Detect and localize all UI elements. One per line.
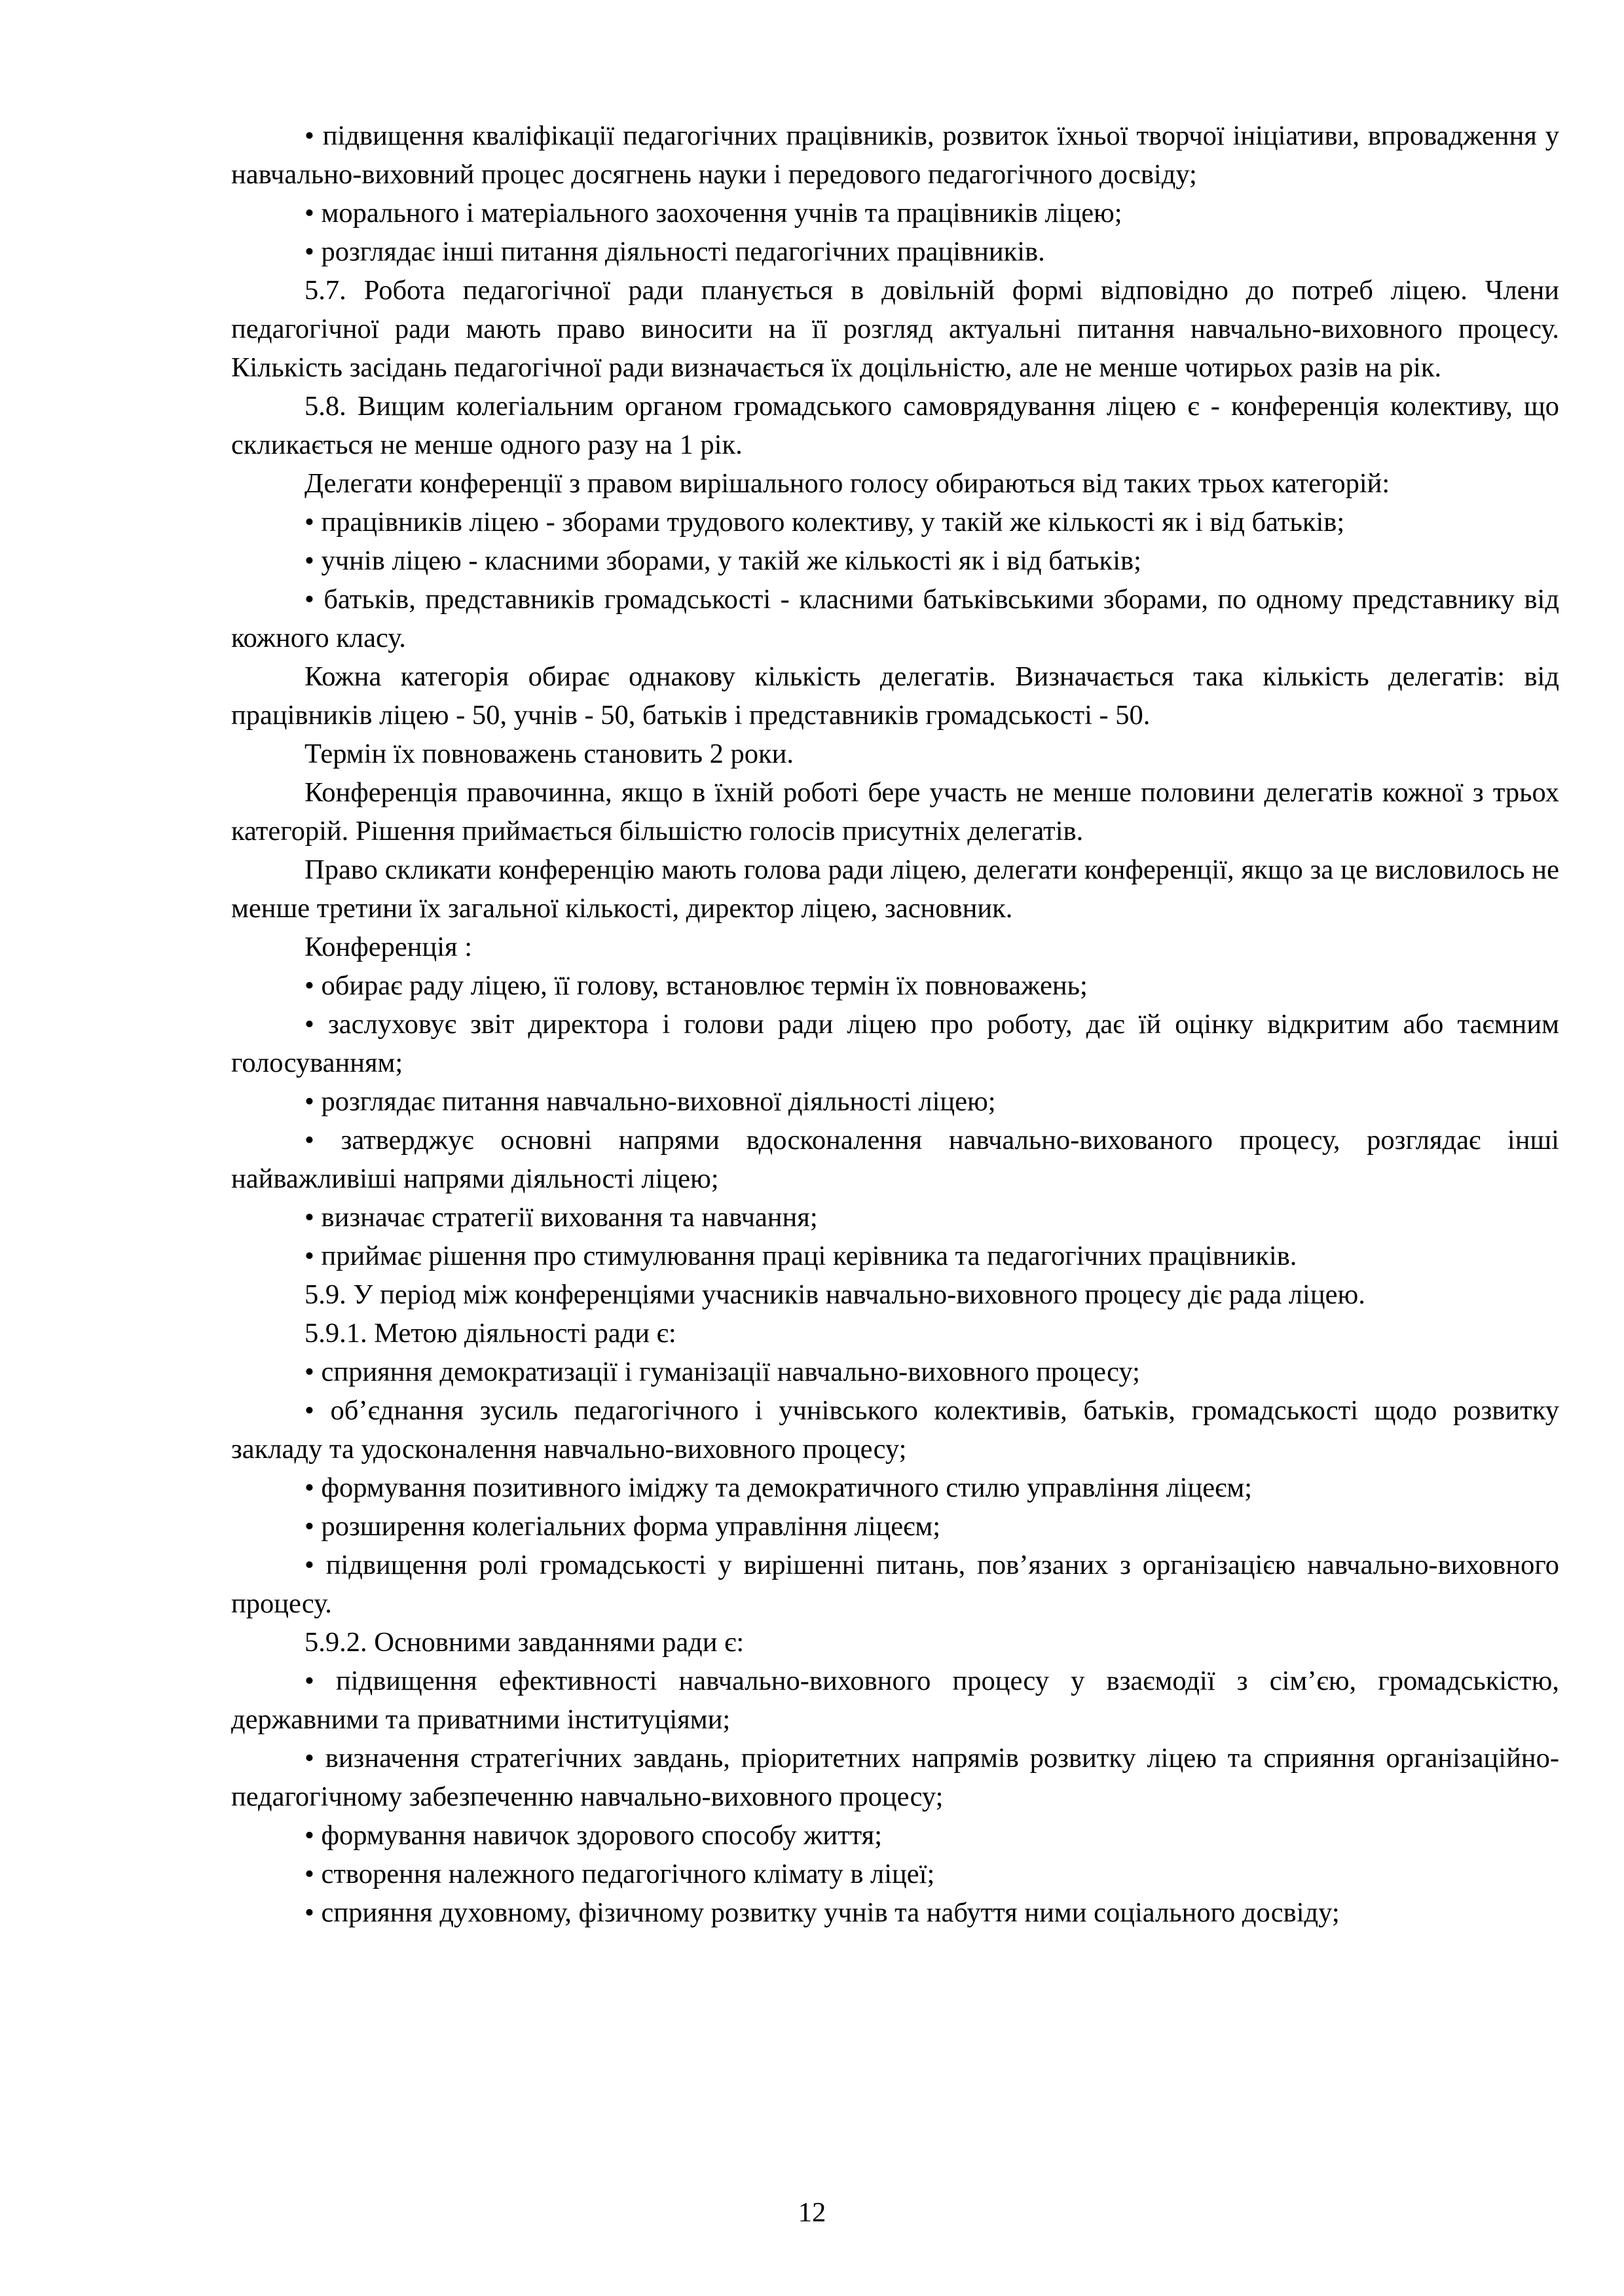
paragraph: Право скликати конференцію мають голова ради ліцею, делегати конференції, якщо за це висловилось не менше третини їх загальної кількості, директор ліцею, засновник. bbox=[231, 854, 1559, 924]
paragraph: 5.9. У період між конференціями учасників навчально-виховного процесу діє рада ліцею. bbox=[304, 1279, 1365, 1310]
bullet-item: • сприяння духовному, фізичному розвитку учнів та набуття ними соціального досвіду; bbox=[231, 1893, 1559, 1932]
bullet-item: • об’єднання зусиль педагогічного і учнівського колективів, батьків, громадськості щодо розвитку закладу та удосконалення навчально-виховного процесу; bbox=[231, 1391, 1559, 1468]
bullet-item: • сприяння демократизації і гуманізації навчально-виховного процесу; bbox=[231, 1353, 1559, 1391]
paragraph: 5.9.2. Основними завданнями ради є: bbox=[304, 1627, 745, 1658]
document-body bbox=[231, 117, 1559, 1932]
bullet-item: • підвищення кваліфікації педагогічних працівників, розвиток їхньої творчої ініціативи, впровадження у навчально-виховний процес досягнень науки і передового педагогічного досвіду; bbox=[231, 117, 1559, 194]
bullet-item: • приймає рішення про стимулювання праці керівника та педагогічних працівників. bbox=[231, 1237, 1559, 1275]
bullet-item: • обирає раду ліцею, її голову, встановлює термін їх повноважень; bbox=[231, 966, 1559, 1005]
bullet-item: • формування позитивного іміджу та демократичного стилю управління ліцеєм; bbox=[231, 1468, 1559, 1507]
bullet-item: • визначення стратегічних завдань, пріоритетних напрямів розвитку ліцею та сприяння організаційно-педагогічному забезпеченню навчально-виховного процесу; bbox=[231, 1739, 1559, 1816]
paragraph: 5.9.1. Метою діяльності ради є: bbox=[304, 1318, 676, 1349]
paragraph: Делегати конференції з правом вирішального голосу обираються від таких трьох категорій: bbox=[304, 468, 1390, 499]
bullet-item: • морального і матеріального заохочення учнів та працівників ліцею; bbox=[231, 194, 1559, 232]
paragraph: 5.8. Вищим колегіальним органом громадського самоврядування ліцею є - конференція колективу, що скликається не менше одного разу на 1 рік. bbox=[231, 391, 1559, 460]
paragraph: Конференція правочинна, якщо в їхній роботі бере участь не менше половини делегатів кожної з трьох категорій. Рішення приймається більшістю голосів присутніх делегатів. bbox=[231, 777, 1559, 847]
bullet-item: • затверджує основні напрями вдосконалення навчально-вихованого процесу, розглядає інші найважливіші напрями діяльності ліцею; bbox=[231, 1121, 1559, 1198]
bullet-item: • розширення колегіальних форма управління ліцеєм; bbox=[231, 1507, 1559, 1546]
bullet-item: • визначає стратегії виховання та навчання; bbox=[231, 1198, 1559, 1237]
paragraph: Термін їх повноважень становить 2 роки. bbox=[304, 738, 794, 769]
page-number: 12 bbox=[798, 2197, 826, 2228]
bullet-item: • учнів ліцею - класними зборами, у такій же кількості як і від батьків; bbox=[231, 541, 1559, 580]
bullet-item: • розглядає питання навчально-виховної діяльності ліцею; bbox=[231, 1082, 1559, 1121]
bullet-item: • розглядає інші питання діяльності педагогічних працівників. bbox=[231, 232, 1559, 271]
paragraph: Конференція : bbox=[304, 932, 473, 962]
bullet-item: • створення належного педагогічного клімату в ліцеї; bbox=[231, 1855, 1559, 1893]
bullet-item: • підвищення ролі громадськості у вирішенні питань, пов’язаних з організацією навчально-виховного процесу. bbox=[231, 1546, 1559, 1623]
bullet-item: • формування навичок здорового способу життя; bbox=[231, 1816, 1559, 1855]
bullet-item: • працівників ліцею - зборами трудового колективу, у такій же кількості як і від батьків; bbox=[231, 503, 1559, 541]
paragraph: Кожна категорія обирає однакову кількість делегатів. Визначається така кількість делегатів: від працівників ліцею - 50, учнів - 50, батьків і представників громадськості - 50. bbox=[231, 661, 1559, 731]
bullet-item: • заслуховує звіт директора і голови ради ліцею про роботу, дає їй оцінку відкритим або таємним голосуванням; bbox=[231, 1005, 1559, 1082]
bullet-item: • підвищення ефективності навчально-виховного процесу у взаємодії з сім’єю, громадськістю, державними та приватними інституціями; bbox=[231, 1662, 1559, 1739]
paragraph: 5.7. Робота педагогічної ради планується в довільній формі відповідно до потреб ліцею. Члени педагогічної ради мають право виносити на її розгляд актуальні питання навчально-виховного процесу. Кількість засідань педагогічної ради визначається їх доцільністю, але не менше чотирьох разів на рік. bbox=[231, 275, 1559, 383]
bullet-item: • батьків, представників громадськості - класними батьківськими зборами, по одному представнику від кожного класу. bbox=[231, 580, 1559, 657]
